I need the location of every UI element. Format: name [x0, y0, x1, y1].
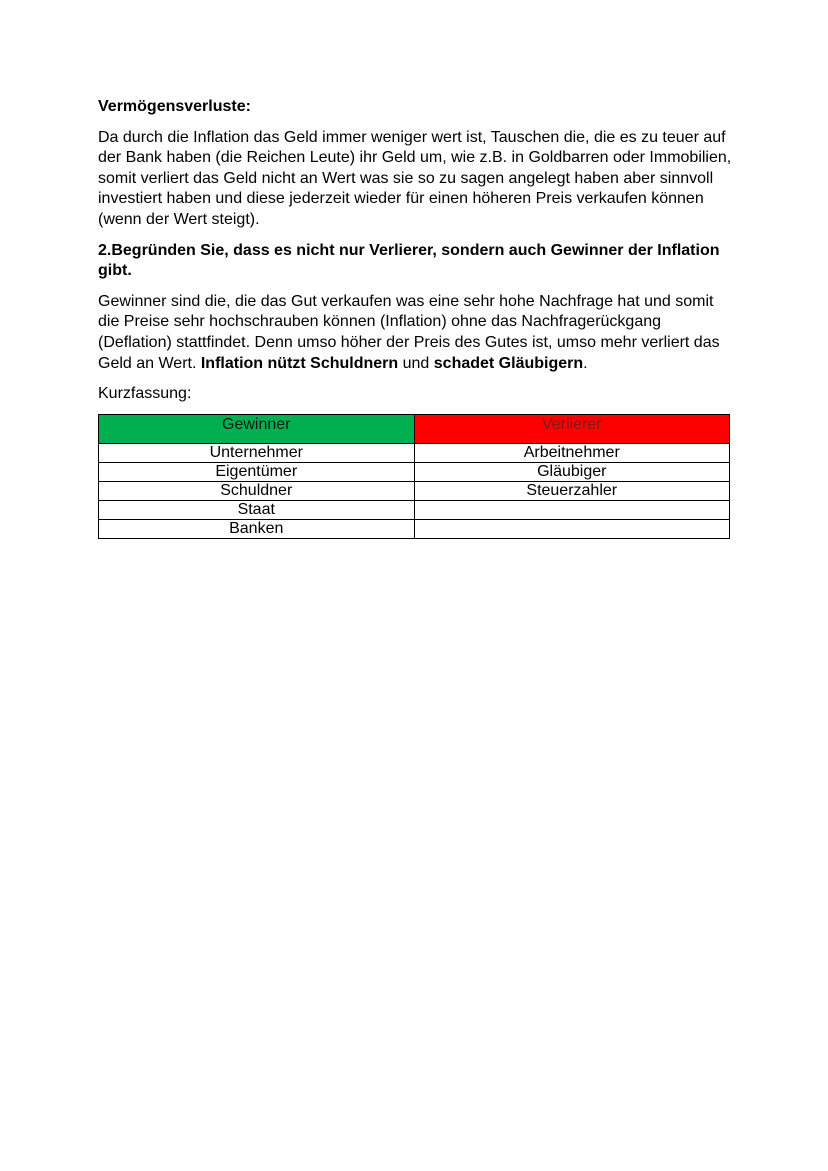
question-heading: 2.Begründen Sie, dass es nicht nur Verlierer, sondern auch Gewinner der Inflation gibt.: [98, 241, 720, 280]
table-cell: Steuerzahler: [414, 481, 730, 500]
table-cell: [414, 519, 730, 538]
table-header-row: [99, 414, 730, 443]
table-cell: [414, 500, 730, 519]
paragraph-gewinner: [98, 292, 738, 374]
table-cell: Schuldner: [99, 481, 415, 500]
table-row: [99, 462, 730, 481]
table-cell: Unternehmer: [99, 443, 415, 462]
paragraph-gewinner-text: Gewinner sind die, die das Gut verkaufen was eine sehr hohe Nachfrage hat und somit die Preise sehr hochschrauben können (Inflation) ohne das Nachfragerückgang (Deflation) stattfindet. Denn umso höher der Preis des Gutes ist, umso mehr verliert das Geld an Wert.: [98, 292, 720, 372]
paragraph-vermoegensverluste: Da durch die Inflation das Geld immer weniger wert ist, Tauschen die, die es zu teuer auf der Bank haben (die Reichen Leute) ihr Geld um, wie z.B. in Goldbarren oder Immobilien, somit verliert das Geld nicht an Wert was sie so zu sagen angelegt haben aber sinnvoll investiert haben und diese jederzeit wieder für einen höheren Preis verkaufen können (wenn der Wert steigt).: [98, 128, 732, 228]
table-row: [99, 481, 730, 500]
table-cell: Staat: [99, 500, 415, 519]
table-row: [99, 519, 730, 538]
header-gewinner: Gewinner: [99, 414, 415, 443]
table-row: [99, 443, 730, 462]
section-heading-vermoegensverluste: Vermögensverluste:: [98, 98, 251, 115]
table-cell: Gläubiger: [414, 462, 730, 481]
header-verlierer: Verlierer: [414, 414, 730, 443]
document-content: [98, 97, 738, 539]
bold-schuldnern: Inflation nützt Schuldnern: [200, 354, 399, 372]
paragraph-period: .: [583, 354, 588, 372]
summary-table: [98, 414, 730, 539]
bold-glaeubigern: schadet Gläubigern: [433, 354, 584, 372]
paragraph-conjunction: und: [398, 354, 434, 372]
table-cell: Banken: [99, 519, 415, 538]
summary-label: Kurzfassung:: [98, 385, 192, 403]
table-cell: Arbeitnehmer: [414, 443, 730, 462]
table-cell: Eigentümer: [99, 462, 415, 481]
table-row: [99, 500, 730, 519]
